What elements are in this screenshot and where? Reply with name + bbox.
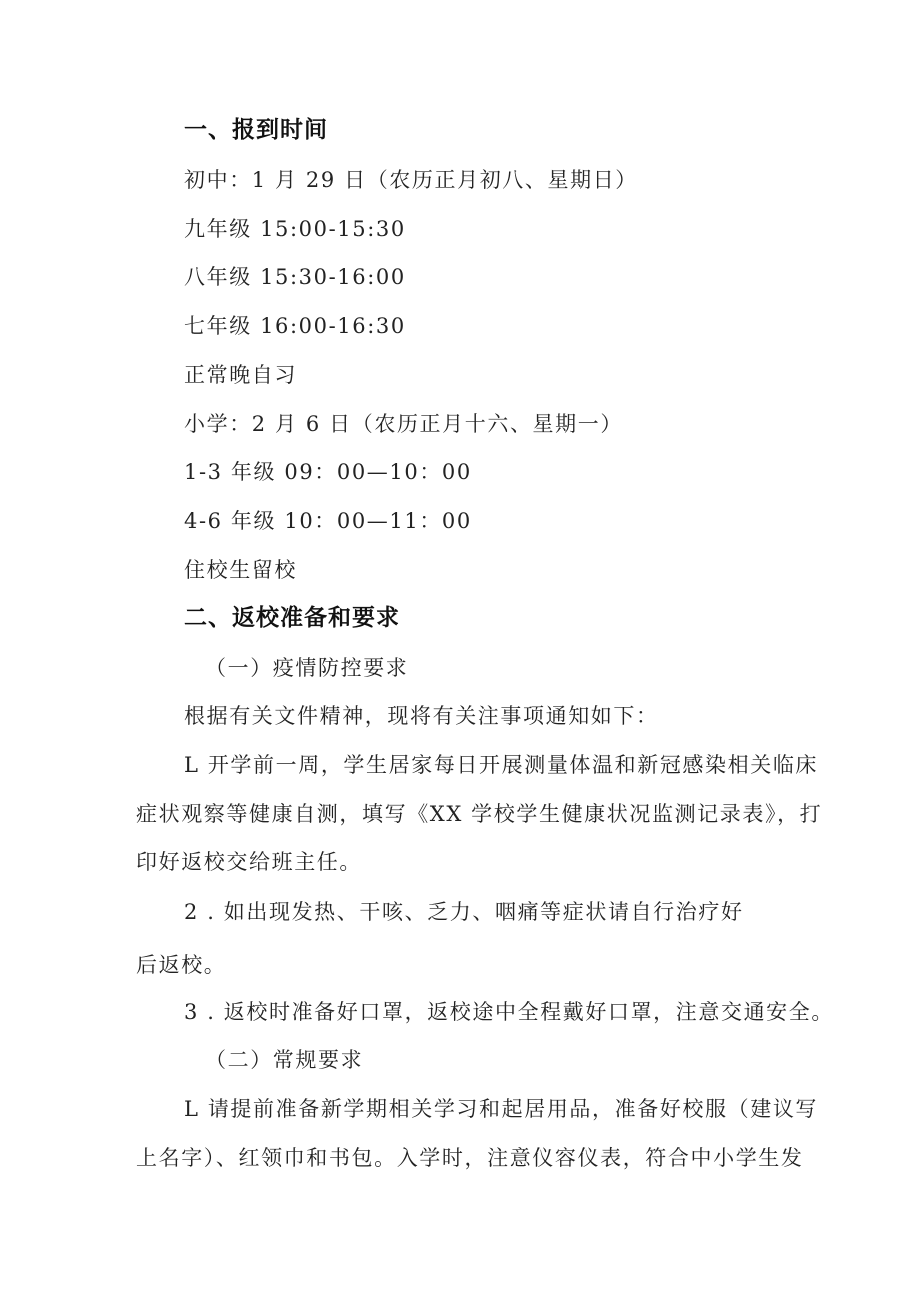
- item-4-line-1: L 请提前准备新学期相关学习和起居用品，准备好校服（建议写: [184, 1097, 819, 1121]
- item-4-line-2: 上名字）、红领巾和书包。入学时，注意仪容仪表，符合中小学生发: [136, 1146, 804, 1170]
- intro-paragraph: 根据有关文件精神，现将有关注事项通知如下：: [184, 704, 659, 728]
- subsection-1-heading: （一）疫情防控要求: [205, 656, 409, 680]
- subsection-2-heading: （二）常规要求: [205, 1048, 364, 1072]
- item-2-line-2: 后返校。: [136, 953, 227, 977]
- grade-4-6-time-line: 4-6 年级 10：00—11：00: [184, 509, 472, 533]
- item-2-line-1: 2 . 如出现发热、干咳、乏力、咽痛等症状请自行治疗好: [184, 900, 744, 924]
- item-1-line-2: 症状观察等健康自测，填写《XX 学校学生健康状况监测记录表》，打: [136, 802, 823, 826]
- item-1-line-3: 印好返校交给班主任。: [136, 850, 362, 874]
- item-1-line-1: L 开学前一周，学生居家每日开展测量体温和新冠感染相关临床: [184, 753, 819, 777]
- evening-study-line: 正常晚自习: [184, 363, 297, 387]
- section-2-heading: 二、返校准备和要求: [184, 605, 400, 631]
- grade-9-time-line: 九年级 15:00-15:30: [184, 217, 406, 241]
- item-3-line: 3 . 返校时准备好口罩，返校途中全程戴好口罩，注意交通安全。: [184, 1000, 834, 1024]
- boarding-line: 住校生留校: [184, 558, 297, 582]
- grade-7-time-line: 七年级 16:00-16:30: [184, 314, 406, 338]
- junior-date-line: 初中：1 月 29 日（农历正月初八、星期日）: [184, 168, 638, 192]
- grade-1-3-time-line: 1-3 年级 09：00—10：00: [184, 460, 472, 484]
- primary-date-line: 小学：2 月 6 日（农历正月十六、星期一）: [184, 412, 623, 436]
- grade-8-time-line: 八年级 15:30-16:00: [184, 265, 406, 289]
- section-1-heading: 一、报到时间: [184, 117, 328, 143]
